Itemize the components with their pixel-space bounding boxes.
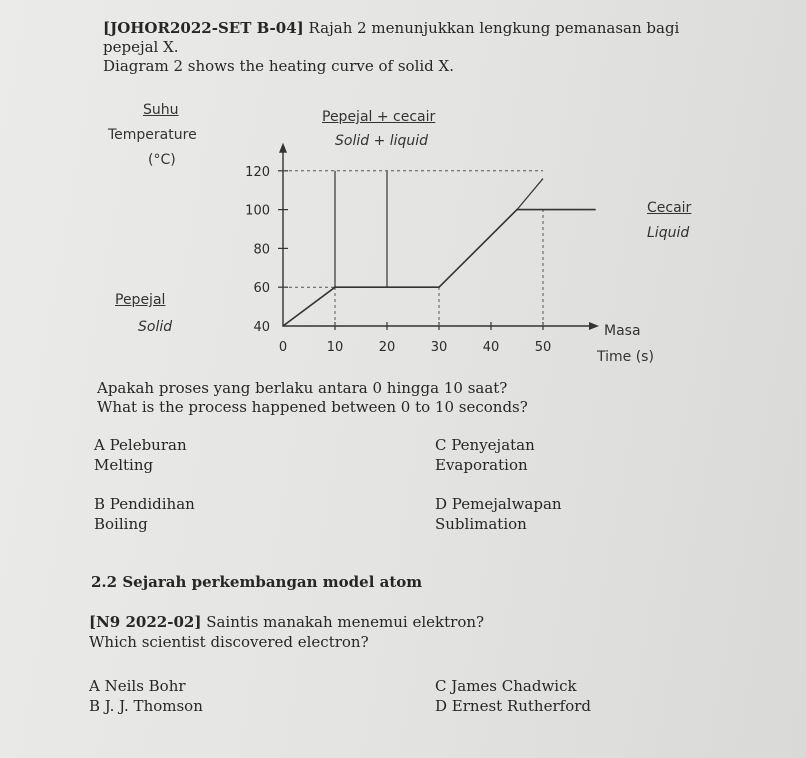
region-start-ms: Pepejal: [115, 292, 166, 308]
heating-curve-point: [282, 325, 284, 327]
y-tick-label: 80: [253, 242, 270, 258]
q2-option-d[interactable]: D Ernest Rutherford: [435, 697, 591, 715]
q2-option-c[interactable]: C James Chadwick: [435, 677, 577, 695]
heating-curve-point: [438, 286, 440, 288]
y-tick-label: 40: [253, 320, 270, 335]
q1-option-b-en: Boiling: [94, 515, 148, 533]
q1-line2: pepejal X.: [103, 38, 179, 56]
region-mid-ms: Pepejal + cecair: [322, 109, 436, 125]
x-label-ms: Masa: [604, 323, 641, 339]
x-label-en: Time (s): [597, 349, 654, 365]
q1-line3: Diagram 2 shows the heating curve of solid X.: [103, 57, 454, 75]
x-axis-arrow: [589, 322, 599, 330]
q1-option-d[interactable]: D Pemejalwapan: [435, 495, 562, 513]
x-tick-label: 40: [482, 340, 500, 355]
q1-option-b[interactable]: B Pendidihan: [94, 495, 195, 513]
region-start-en: Solid: [138, 319, 173, 335]
q1-question-en: What is the process happened between 0 to 10 seconds?: [97, 398, 528, 416]
x-tick-label: 0: [278, 340, 288, 355]
q1-option-a-en: Melting: [94, 456, 154, 474]
q2-line2: Which scientist discovered electron?: [89, 633, 369, 651]
q1-option-d-en: Sublimation: [435, 515, 527, 533]
region-end-ms: Cecair: [647, 200, 692, 216]
y-axis-arrow: [279, 143, 287, 153]
heating-curve-point: [334, 286, 336, 288]
x-tick-label: 30: [430, 340, 448, 355]
region-end-en: Liquid: [647, 225, 690, 241]
x-tick-label: 20: [378, 340, 396, 355]
heating-curve-point: [516, 209, 518, 211]
heating-curve-point: [594, 209, 596, 211]
y-tick-label: 60: [253, 281, 270, 297]
y-unit: (°C): [148, 152, 176, 168]
q1-text-ms: Rajah 2 menunjukkan lengkung pemanasan bagi: [303, 19, 680, 37]
curve-extension: [517, 179, 543, 210]
q1-option-a[interactable]: A Peleburan: [94, 436, 187, 454]
x-tick-label: 50: [534, 340, 552, 355]
q2-text-ms: Saintis manakah menemui elektron?: [201, 613, 485, 631]
region-mid-en: Solid + liquid: [335, 133, 429, 149]
q1-option-c-en: Evaporation: [435, 456, 528, 474]
heating-curve-line: [283, 210, 595, 326]
x-tick-label: 10: [326, 340, 344, 355]
section-title: 2.2 Sejarah perkembangan model atom: [91, 573, 423, 591]
q2-code: [N9 2022-02]: [89, 613, 202, 631]
q2-option-a[interactable]: A Neils Bohr: [89, 677, 186, 695]
q1-question-ms: Apakah proses yang berlaku antara 0 hingga 10 saat?: [97, 379, 508, 397]
q1-code: [JOHOR2022-SET B-04]: [103, 19, 304, 37]
q2-line1: [89, 613, 484, 631]
y-tick-label: 120: [245, 164, 270, 180]
y-label-en: Temperature: [108, 127, 197, 143]
y-tick-label: 100: [245, 203, 270, 219]
q2-option-b[interactable]: B J. J. Thomson: [89, 697, 203, 715]
q1-option-c[interactable]: C Penyejatan: [435, 436, 535, 454]
y-label-ms: Suhu: [143, 102, 179, 118]
